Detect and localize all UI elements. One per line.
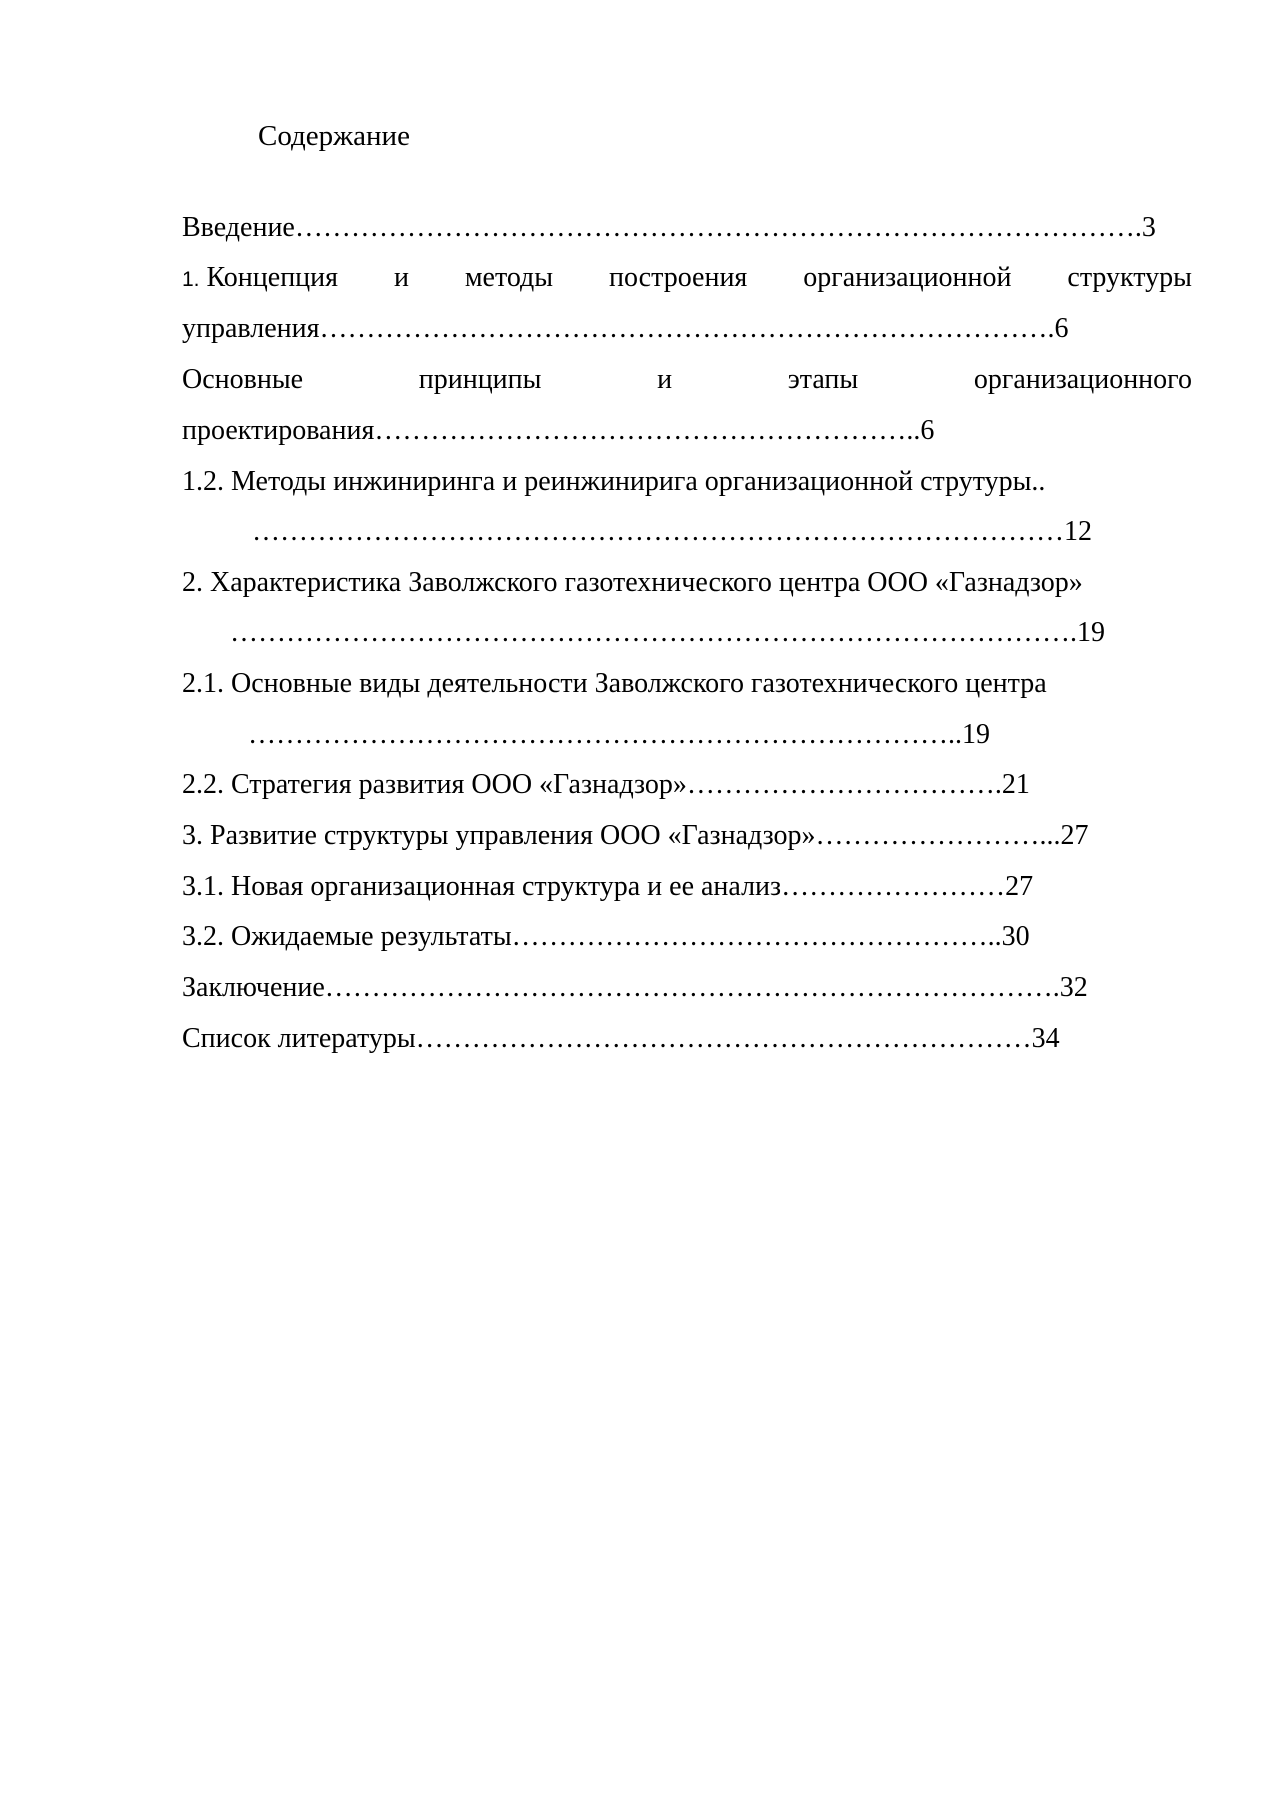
toc-entry-chapter-1-line-2: управления…………………………………………………………………….6 [182,313,1069,344]
toc-entry-section-1-2-line-1: 1.2. Методы инжиниринга и реинжинирига организационной струтуры.. [182,466,1046,497]
toc-entry-references: Список литературы…………………………………………………………34 [182,1023,1060,1054]
toc-entry-chapter-1-word-5: структуры [1067,262,1192,293]
toc-entry-chapter-3: 3. Развитие структуры управления ООО «Газнадзор»……………………...27 [182,820,1089,851]
toc-entry-chapter-1-word-1: и [393,262,409,293]
toc-entry-chapter-1-word-2: методы [464,262,554,293]
toc-entry-section-1-1-line-2: проектирования…………………………………………………..6 [182,415,935,446]
toc-entry-section-2-1-line-1: 2.1. Основные виды деятельности Заволжского газотехнического центра [182,668,1047,699]
toc-entry-section-1-2-line-2: ……………………………………………………………………………12 [252,516,1092,547]
toc-entry-introduction: Введение……………………………………………………………………………….3 [182,212,1156,243]
toc-entry-section-2-1-line-2: …………………………………………………………………..19 [248,719,990,750]
toc-entry-conclusion: Заключение…………………………………………………………………….32 [182,972,1088,1003]
toc-entry-section-1-1-line-1 [182,362,1192,398]
toc-entry-section-1-1-word-3: этапы [787,364,859,395]
toc-entry-section-3-2: 3.2. Ожидаемые результаты……………………………………………..30 [182,921,1030,952]
word: Концепция [206,262,339,293]
toc-entry-chapter-2-line-2: ……………………………………………………………………………….19 [230,617,1105,648]
toc-entry-chapter-1-word-4: организационной [803,262,1012,293]
toc-entry-chapter-1-word-0 [182,260,338,298]
toc-entry-section-1-1-word-0: Основные [182,364,304,395]
toc-entry-section-1-1-word-2: и [657,364,673,395]
toc-entry-chapter-1-line-1 [182,260,1192,298]
toc-entry-chapter-2-line-1: 2. Характеристика Заволжского газотехнического центра ООО «Газнадзор» [182,567,1083,598]
toc-entry-section-1-1-word-1: принципы [418,364,542,395]
toc-entry-section-1-1-word-4: организационного [973,364,1192,395]
toc-entry-section-2-2: 2.2. Стратегия развития ООО «Газнадзор»…………………………….21 [182,769,1030,800]
chapter-number: 1. [182,268,200,291]
toc-entry-chapter-1-word-3: построения [609,262,748,293]
toc-title: Содержание [258,120,410,152]
toc-entry-section-3-1: 3.1. Новая организационная структура и ее анализ……………………27 [182,871,1034,902]
